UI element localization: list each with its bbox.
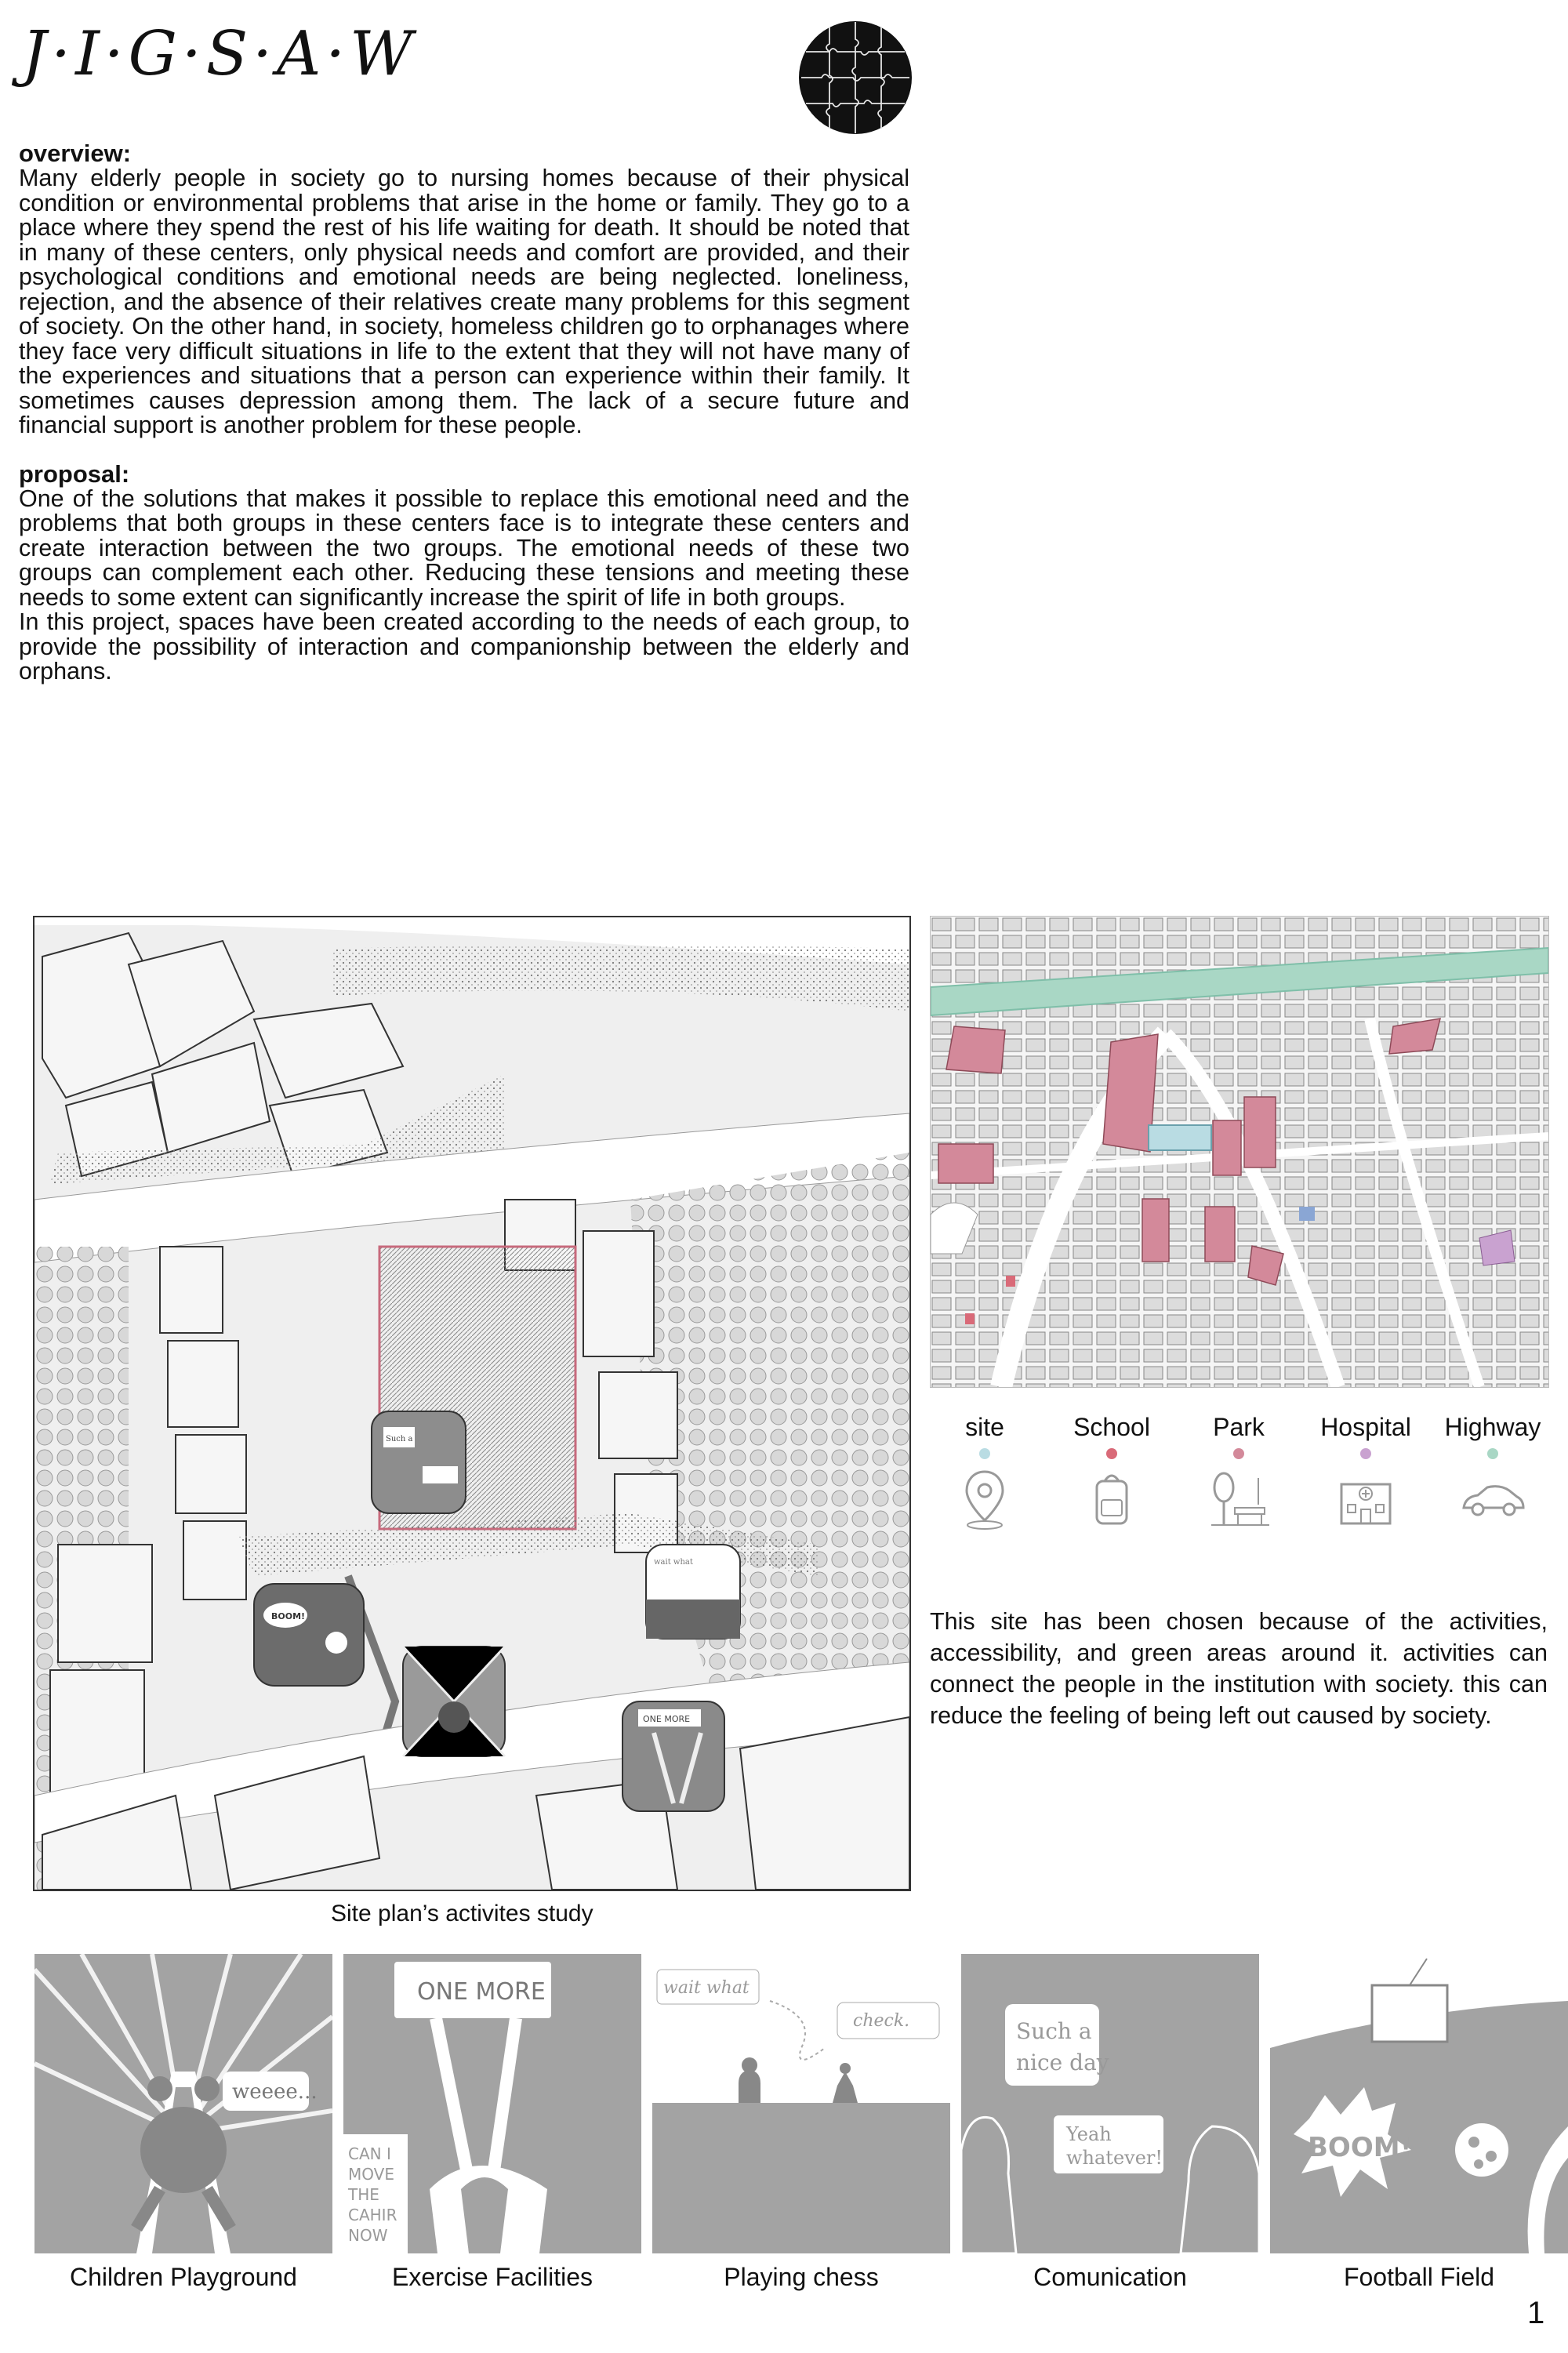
panel-caption: Playing chess xyxy=(724,2263,879,2291)
legend-dot xyxy=(1233,1448,1244,1459)
legend-item-park xyxy=(1184,1413,1294,1538)
siteplan-bubble-boom: BOOM! xyxy=(271,1611,306,1621)
panel-caption: Exercise Facilities xyxy=(391,2263,593,2291)
project-text xyxy=(19,141,909,684)
location-pin-icon xyxy=(949,1464,1020,1534)
legend-label: site xyxy=(965,1413,1004,1441)
siteplan-bubble-onemore: ONE MORE xyxy=(643,1714,691,1724)
legend-label: School xyxy=(1073,1413,1150,1441)
siteplan-bubble-wait: wait what xyxy=(654,1558,693,1567)
backpack-icon xyxy=(1076,1464,1147,1534)
proposal-body: One of the solutions that makes it possible to replace this emotional need and the problems that both groups in these centers face is to integrate these centers and create interaction between the two groups. The emotional needs of these two groups can complement each other. Reducing these tensions and meeting these needs to some extent can significantly increase the spirit of life in both groups. xyxy=(19,485,909,611)
panel-bubble-text: weeee... xyxy=(232,2080,318,2104)
legend-dot xyxy=(1360,1448,1371,1459)
panel-caption: Football Field xyxy=(1343,2263,1495,2291)
proposal-body-2: In this project, spaces have been created according to the needs of each group, to provide the possibility of interaction and companionship between the elderly and orphans. xyxy=(19,608,909,684)
legend-label: Highway xyxy=(1444,1413,1541,1441)
panel-children-playground xyxy=(34,1954,332,2253)
panel-bubble-text: Yeah xyxy=(1066,2123,1112,2145)
page-number: 1 xyxy=(1527,2296,1545,2330)
legend-label: Hospital xyxy=(1320,1413,1411,1441)
panel-side-text: THE xyxy=(348,2185,379,2204)
site-plan-drawing xyxy=(33,916,911,1891)
panel-football-field xyxy=(1270,1954,1568,2253)
site-description: This site has been chosen because of the activities, accessibility, and green areas around it. activities can connect the people in the institution with society. this can reduce the feeling of being left out caused by society. xyxy=(930,1608,1548,1729)
legend-item-highway xyxy=(1438,1413,1548,1538)
hospital-icon xyxy=(1330,1464,1401,1534)
panel-caption: Children Playground xyxy=(70,2263,297,2291)
panel-comunication xyxy=(961,1954,1259,2253)
panel-bubble-text: nice day xyxy=(1016,2050,1109,2075)
panel-playing-chess xyxy=(652,1954,950,2253)
overview-body: Many elderly people in society go to nursing homes because of their physical condition or environmental problems that arise in the home or family. They go to a place where they spend the rest of his life waiting for death. It should be noted that in many of these centers, only physical needs and comfort are provided, and their psychological conditions and emotional needs are being neglected. loneliness, rejection, and the absence of their relatives create many problems for this segment of society. On the other hand, in society, homeless children go to orphanages where they face very difficult situations in life to the extent that they will not have many of the experiences and situations that a person can experience within their family. It sometimes causes depression among them. The lack of a secure future and financial support is another problem for these people. xyxy=(19,165,909,438)
panel-exercise-facilities xyxy=(343,1954,641,2253)
panel-bubble-text: Such a xyxy=(1016,2018,1092,2044)
panel-side-text: CAHIR xyxy=(348,2206,397,2224)
panel-bubble-text: wait what xyxy=(663,1978,750,1998)
legend-dot xyxy=(1106,1448,1117,1459)
map-legend xyxy=(930,1413,1548,1546)
park-bench-icon xyxy=(1203,1464,1274,1534)
panel-bubble-text: check. xyxy=(853,2011,910,2031)
panel-side-text: MOVE xyxy=(348,2165,394,2184)
project-title: J·I·G·S·A·W xyxy=(22,19,418,89)
site-plan-caption: Site plan’s activites study xyxy=(331,1901,593,1926)
panel-side-text: CAN I xyxy=(348,2144,391,2163)
jigsaw-puzzle-logo xyxy=(798,20,913,135)
legend-dot xyxy=(1487,1448,1498,1459)
panel-bubble-text: whatever! xyxy=(1066,2147,1163,2169)
legend-item-school xyxy=(1057,1413,1167,1538)
overview-heading: overview: xyxy=(19,140,132,167)
panel-caption: Comunication xyxy=(1033,2263,1187,2291)
context-map xyxy=(930,916,1549,1388)
panel-side-text: NOW xyxy=(348,2226,388,2245)
panel-bubble-text: BOOM! xyxy=(1308,2132,1413,2163)
panel-bubble-text: ONE MORE xyxy=(417,1978,546,2006)
car-icon xyxy=(1457,1464,1528,1534)
legend-dot xyxy=(979,1448,990,1459)
siteplan-bubble-text: Such a xyxy=(386,1435,413,1443)
legend-item-hospital xyxy=(1311,1413,1421,1538)
proposal-heading: proposal: xyxy=(19,459,130,488)
legend-item-site xyxy=(930,1413,1040,1538)
legend-label: Park xyxy=(1213,1413,1265,1441)
